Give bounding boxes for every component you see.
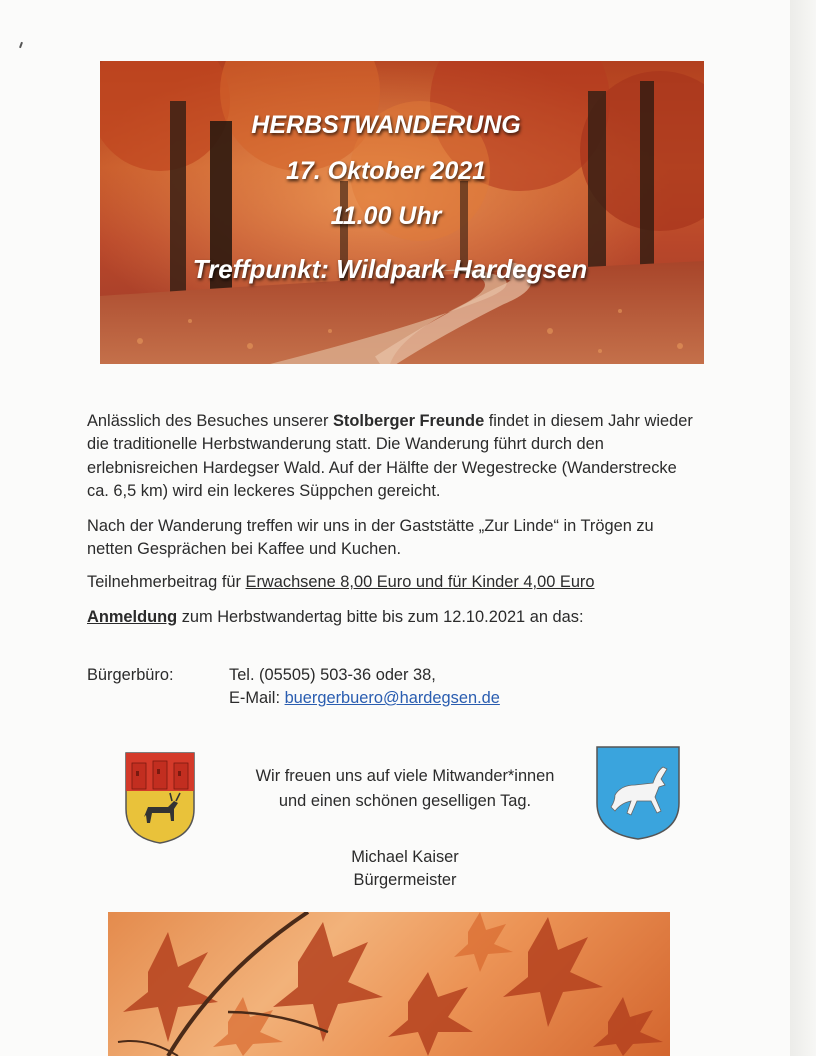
signature-title: Bürgermeister <box>353 871 457 889</box>
event-title: HERBSTWANDERUNG <box>251 111 521 139</box>
paragraph-fee <box>87 571 697 594</box>
contact-phone: Tel. (05505) 503-36 oder 38, <box>229 666 436 684</box>
body-text <box>87 410 697 629</box>
stolberg-horse-coat-of-arms-icon <box>595 745 681 841</box>
email-prefix: E-Mail: <box>229 689 285 707</box>
contact-details <box>229 664 500 710</box>
registration-heading: Anmeldung <box>87 607 178 626</box>
intro-bold-text: Stolberger Freunde <box>333 412 485 430</box>
paragraph-after-hike: Nach der Wanderung treffen wir uns in der Gaststätte „Zur Linde“ in Trögen zu netten Gesprächen bei Kaffee und Kuchen. <box>87 516 654 559</box>
scan-page-edge <box>790 0 816 1056</box>
banner-text <box>100 61 704 364</box>
hardegsen-coat-of-arms-icon <box>124 751 196 845</box>
greeting <box>205 764 605 814</box>
signature-name: Michael Kaiser <box>351 848 459 866</box>
paragraph-intro <box>87 410 697 504</box>
email-link[interactable]: buergerbuero@hardegsen.de <box>284 689 500 707</box>
greeting-line-1: Wir freuen uns auf viele Mitwander*innen <box>255 767 555 785</box>
registration-text: zum Herbstwandertag bitte bis zum 12.10.2021 an das: <box>177 607 584 626</box>
paragraph-registration <box>87 606 697 629</box>
event-meeting-point: Treffpunkt: Wildpark Hardegsen <box>192 254 588 284</box>
autumn-leaves-banner <box>108 912 670 1056</box>
fee-label: Teilnehmerbeitrag für <box>87 573 246 592</box>
intro-text-end: findet in diesem Jahr wieder die traditionelle Herbstwanderung statt. Die Wanderung führt durch den erlebnisreichen Hardegser Wald. Auf der Hälfte der Wegestrecke (Wanderstrecke ca. 6,5 km) wird ein leckeres Süppchen gereicht. <box>87 412 693 501</box>
contact-label: Bürgerbüro: <box>87 666 174 684</box>
fee-amounts: Erwachsene 8,00 Euro und für Kinder 4,00 Euro <box>245 573 595 592</box>
signature <box>240 846 570 892</box>
autumn-leaves-illustration <box>108 912 670 1056</box>
greeting-line-2: und einen schönen geselligen Tag. <box>278 792 532 810</box>
contact-email-line <box>229 687 500 710</box>
intro-text-start: Anlässlich des Besuches unserer <box>87 412 333 430</box>
autumn-forest-banner <box>100 61 704 364</box>
event-date: 17. Oktober 2021 <box>285 157 487 185</box>
scan-speck <box>19 42 23 48</box>
event-time: 11.00 Uhr <box>330 202 442 230</box>
